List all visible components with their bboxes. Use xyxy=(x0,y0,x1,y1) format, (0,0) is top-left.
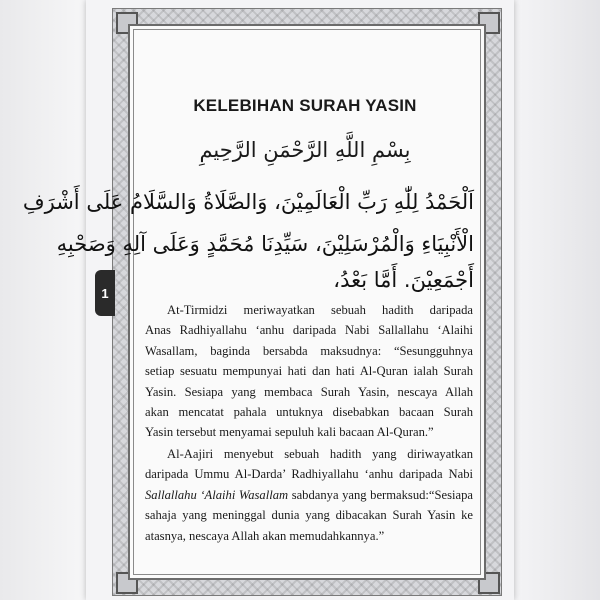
paragraph-line xyxy=(145,485,473,505)
paragraph-line: daripada Ummu Al-Darda’ Radhiyallahu ‘anhu daripada Nabi xyxy=(145,467,473,482)
paragraph-line: At-Tirmidzi meriwayatkan sebuah hadith daripada xyxy=(167,303,473,317)
page-title: KELEBIHAN SURAH YASIN xyxy=(193,96,417,115)
paragraph-line: Al-Aajiri menyebut sebuah hadith yang diriwayatkan xyxy=(167,447,473,461)
paragraph-line: akan mencatat pahala untuknya disebabkan bacaan Surah xyxy=(145,405,473,420)
page-number: 1 xyxy=(101,285,109,301)
paragraph-line: setiap sesuatu mempunyai hati dan hati Al-Quran ialah Surah xyxy=(145,364,473,379)
paragraph-line: atasnya, nescaya Allah akan memudahkannya.” xyxy=(145,528,385,543)
basmala-heading: بِسْمِ اللَّهِ الرَّحْمَنِ الرَّحِيمِ xyxy=(199,138,411,162)
hadith-paragraph-2 xyxy=(145,444,473,546)
phrase: sabdanya yang bermaksud:“Sesiapa xyxy=(288,487,473,502)
paragraph-line: Yasin tersebut menyamai sepuluh kali bacaan Al-Quran.” xyxy=(145,425,434,440)
italic-phrase: Sallallahu ‘Alaihi Wasallam xyxy=(145,487,289,502)
paragraph-line: Yasin. Sesiapa yang membaca Surah Yasin, nescaya Allah xyxy=(145,384,473,399)
arabic-opening-line: أَجْمَعِيْنَ. أَمَّا بَعْدُ، xyxy=(333,268,474,292)
hadith-paragraph-1 xyxy=(145,300,473,443)
paragraph-line: Anas Radhiyallahu ‘anhu daripada Nabi Sallallahu ‘Alaihi xyxy=(145,323,473,338)
paragraph-line: Wasallam, baginda bersabda maksudnya: “Sesungguhnya xyxy=(145,343,473,358)
arabic-opening-line: الْأَنْبِيَاءِ وَالْمُرْسَلِيْنَ، سَيِّدِنَا مُحَمَّدٍ وَعَلَى آلِهِ وَصَحْبِهِ xyxy=(56,232,474,256)
page-number-tab xyxy=(95,270,115,316)
paragraph-line: sahaja yang meninggal dunia yang dibacakan Surah Yasin ke xyxy=(145,508,473,523)
arabic-opening-line: اَلْحَمْدُ لِلّٰهِ رَبِّ الْعَالَمِيْنَ، وَالصَّلَاةُ وَالسَّلَامُ عَلَى أَشْرَفِ xyxy=(22,190,474,214)
